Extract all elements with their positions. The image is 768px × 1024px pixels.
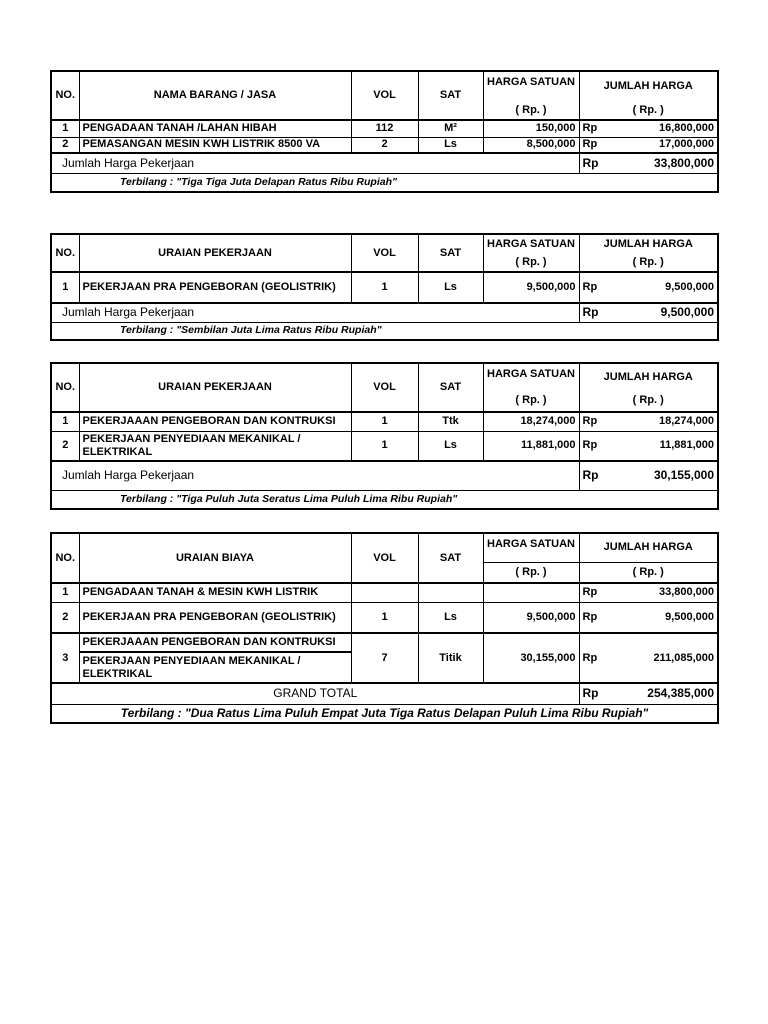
row-jumlah: 17,000,000: [607, 137, 718, 153]
header-jumlah: JUMLAH HARGA: [579, 533, 718, 562]
row-no: 1: [51, 583, 79, 602]
row-name: PEKERJAAN PRA PENGEBORAN (GEOLISTRIK): [79, 602, 351, 633]
row-sat: Ttk: [418, 412, 483, 431]
row-vol: 112: [351, 120, 418, 137]
row-no: 1: [51, 412, 79, 431]
row-harga: 11,881,000: [483, 431, 579, 461]
row-sat: Ls: [418, 137, 483, 153]
header-no: NO.: [51, 363, 79, 412]
row-no: 2: [51, 431, 79, 461]
row-harga: 8,500,000: [483, 137, 579, 153]
row-rp: Rp: [579, 137, 607, 153]
grand-total-value: 254,385,000: [607, 683, 718, 704]
total-label: Jumlah Harga Pekerjaan: [51, 303, 579, 322]
header-no: NO.: [51, 234, 79, 272]
header-jumlah: JUMLAH HARGA: [579, 71, 718, 101]
row-jumlah: 9,500,000: [607, 602, 718, 633]
table-row: [51, 633, 718, 652]
header-vol: VOL: [351, 71, 418, 120]
header-harga: HARGA SATUAN: [483, 234, 579, 253]
row-sat: Ls: [418, 602, 483, 633]
row-vol: 1: [351, 602, 418, 633]
row-vol: [351, 583, 418, 602]
total-label: Jumlah Harga Pekerjaan: [51, 153, 579, 173]
header-jumlah: JUMLAH HARGA: [579, 363, 718, 390]
header-no: NO.: [51, 533, 79, 583]
header-name: NAMA BARANG / JASA: [79, 71, 351, 120]
row-rp: Rp: [579, 272, 607, 303]
header-harga: HARGA SATUAN: [483, 533, 579, 562]
header-no: NO.: [51, 71, 79, 120]
row-rp: Rp: [579, 431, 607, 461]
header-jumlah: JUMLAH HARGA: [579, 234, 718, 253]
total-rp: Rp: [579, 683, 607, 704]
table-row: [51, 431, 718, 461]
row-harga: 30,155,000: [483, 633, 579, 683]
table-row: [51, 272, 718, 303]
row-harga: 18,274,000: [483, 412, 579, 431]
terbilang: Terbilang : "Tiga Tiga Juta Delapan Ratus Ribu Rupiah": [51, 173, 718, 192]
row-rp: Rp: [579, 412, 607, 431]
header-harga: HARGA SATUAN: [483, 363, 579, 390]
row-name: PENGADAAN TANAH /LAHAN HIBAH: [79, 120, 351, 137]
row-name: PEKERJAAN PRA PENGEBORAN (GEOLISTRIK): [79, 272, 351, 303]
grand-total-label: GRAND TOTAL: [51, 683, 579, 704]
total-rp: Rp: [579, 153, 607, 173]
row-name: PEKERJAAN PENYEDIAAN MEKANIKAL / ELEKTRIKAL: [79, 431, 351, 461]
header-jumlah-unit: ( Rp. ): [579, 390, 718, 412]
table-row: [51, 602, 718, 633]
total-rp: Rp: [579, 303, 607, 322]
header-sat: SAT: [418, 234, 483, 272]
row-vol: 7: [351, 633, 418, 683]
header-name: URAIAN BIAYA: [79, 533, 351, 583]
row-rp: Rp: [579, 583, 607, 602]
budget-table-2: [50, 233, 719, 341]
row-sat: Ls: [418, 431, 483, 461]
header-name: URAIAN PEKERJAAN: [79, 363, 351, 412]
row-vol: 1: [351, 412, 418, 431]
row-sat: M²: [418, 120, 483, 137]
header-jumlah-unit: ( Rp. ): [579, 562, 718, 583]
row-harga: 9,500,000: [483, 272, 579, 303]
row-harga: 9,500,000: [483, 602, 579, 633]
header-name: URAIAN PEKERJAAN: [79, 234, 351, 272]
table-row: [51, 120, 718, 137]
row-sat: [418, 583, 483, 602]
row-no: 1: [51, 120, 79, 137]
row-vol: 2: [351, 137, 418, 153]
row-name: PENGADAAN TANAH & MESIN KWH LISTRIK: [79, 583, 351, 602]
table-row: [51, 137, 718, 153]
total-rp: Rp: [579, 461, 607, 490]
header-harga-unit: ( Rp. ): [483, 390, 579, 412]
total-value: 33,800,000: [607, 153, 718, 173]
row-jumlah: 33,800,000: [607, 583, 718, 602]
row-no: 2: [51, 602, 79, 633]
terbilang: Terbilang : "Dua Ratus Lima Puluh Empat Juta Tiga Ratus Delapan Puluh Lima Ribu Rupiah": [51, 704, 718, 723]
budget-table-summary: [50, 532, 719, 724]
header-harga-unit: ( Rp. ): [483, 101, 579, 120]
row-no: 1: [51, 272, 79, 303]
row-name-a: PEKERJAAAN PENGEBORAN DAN KONTRUKSI: [79, 633, 351, 652]
row-harga: [483, 583, 579, 602]
row-vol: 1: [351, 272, 418, 303]
row-name-b: PEKERJAAN PENYEDIAAN MEKANIKAL / ELEKTRIKAL: [79, 652, 351, 683]
total-value: 9,500,000: [607, 303, 718, 322]
row-harga: 150,000: [483, 120, 579, 137]
header-jumlah-unit: ( Rp. ): [579, 101, 718, 120]
header-jumlah-unit: ( Rp. ): [579, 253, 718, 272]
table-row: [51, 412, 718, 431]
header-harga-unit: ( Rp. ): [483, 253, 579, 272]
row-rp: Rp: [579, 633, 607, 683]
header-sat: SAT: [418, 533, 483, 583]
budget-table-1: [50, 70, 719, 193]
header-sat: SAT: [418, 71, 483, 120]
row-jumlah: 16,800,000: [607, 120, 718, 137]
row-vol: 1: [351, 431, 418, 461]
total-label: Jumlah Harga Pekerjaan: [51, 461, 579, 490]
header-vol: VOL: [351, 533, 418, 583]
header-sat: SAT: [418, 363, 483, 412]
row-jumlah: 9,500,000: [607, 272, 718, 303]
row-sat: Titik: [418, 633, 483, 683]
row-name: PEMASANGAN MESIN KWH LISTRIK 8500 VA: [79, 137, 351, 153]
row-rp: Rp: [579, 602, 607, 633]
total-value: 30,155,000: [607, 461, 718, 490]
row-no: 2: [51, 137, 79, 153]
header-vol: VOL: [351, 234, 418, 272]
row-name: PEKERJAAAN PENGEBORAN DAN KONTRUKSI: [79, 412, 351, 431]
terbilang: Terbilang : "Tiga Puluh Juta Seratus Lima Puluh Lima Ribu Rupiah": [51, 490, 718, 509]
header-harga-unit: ( Rp. ): [483, 562, 579, 583]
row-jumlah: 211,085,000: [607, 633, 718, 683]
budget-table-3: [50, 362, 719, 510]
row-sat: Ls: [418, 272, 483, 303]
row-jumlah: 11,881,000: [607, 431, 718, 461]
row-no: 3: [51, 633, 79, 683]
table-row: [51, 583, 718, 602]
row-rp: Rp: [579, 120, 607, 137]
row-jumlah: 18,274,000: [607, 412, 718, 431]
terbilang: Terbilang : "Sembilan Juta Lima Ratus Ribu Rupiah": [51, 322, 718, 340]
header-vol: VOL: [351, 363, 418, 412]
header-harga: HARGA SATUAN: [483, 71, 579, 101]
